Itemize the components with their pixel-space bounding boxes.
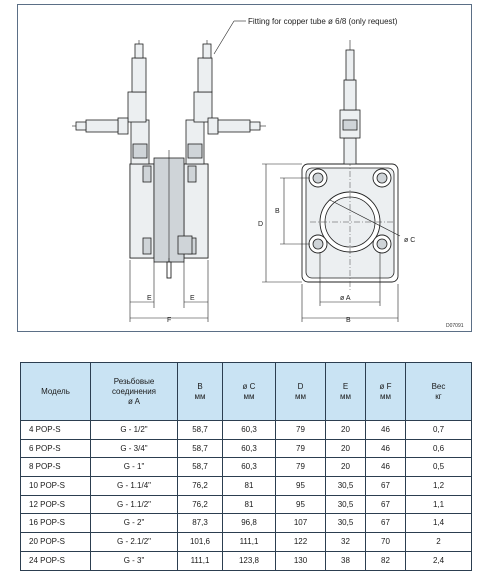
cell-f: 67 [366, 514, 406, 533]
cell-thread: G - 1" [91, 458, 178, 477]
dim-label-c: ø C [404, 237, 416, 244]
cell-model: 6 POP-S [21, 439, 91, 458]
cell-e: 30,5 [326, 477, 366, 496]
dim-label-f: F [167, 317, 172, 324]
cell-weight: 2 [406, 533, 472, 552]
cell-f: 82 [366, 551, 406, 570]
cell-c: 81 [223, 495, 276, 514]
header-b: B мм [178, 363, 223, 421]
cell-f: 67 [366, 495, 406, 514]
dim-label-e-right: E [190, 295, 195, 302]
header-thread: Резьбовые соединения ø A [91, 363, 178, 421]
dim-label-a: ø A [340, 295, 351, 302]
table-row [21, 458, 472, 477]
header-weight: Вес кг [406, 363, 472, 421]
header-f: ø F мм [366, 363, 406, 421]
specification-table [20, 362, 472, 571]
cell-f: 46 [366, 439, 406, 458]
cell-b: 58,7 [178, 439, 223, 458]
cell-d: 95 [276, 495, 326, 514]
cell-e: 32 [326, 533, 366, 552]
cell-thread: G - 3/4" [91, 439, 178, 458]
cell-thread: G - 2.1/2" [91, 533, 178, 552]
cell-thread: G - 2" [91, 514, 178, 533]
cell-b: 58,7 [178, 421, 223, 440]
cell-weight: 1,4 [406, 514, 472, 533]
table-row [21, 477, 472, 496]
cell-weight: 0,6 [406, 439, 472, 458]
table-row [21, 551, 472, 570]
cell-c: 81 [223, 477, 276, 496]
cell-c: 111,1 [223, 533, 276, 552]
cell-d: 79 [276, 421, 326, 440]
table-row [21, 439, 472, 458]
cell-model: 20 POP-S [21, 533, 91, 552]
cell-d: 79 [276, 458, 326, 477]
cell-thread: G - 1.1/4" [91, 477, 178, 496]
cell-model: 24 POP-S [21, 551, 91, 570]
cell-f: 46 [366, 458, 406, 477]
cell-weight: 0,5 [406, 458, 472, 477]
table-row [21, 514, 472, 533]
cell-f: 67 [366, 477, 406, 496]
header-d: D мм [276, 363, 326, 421]
cell-model: 10 POP-S [21, 477, 91, 496]
cell-weight: 2,4 [406, 551, 472, 570]
table-row [21, 533, 472, 552]
cell-c: 60,3 [223, 458, 276, 477]
cell-b: 101,6 [178, 533, 223, 552]
cell-e: 20 [326, 458, 366, 477]
cell-b: 76,2 [178, 477, 223, 496]
cell-b: 111,1 [178, 551, 223, 570]
header-e: E мм [326, 363, 366, 421]
dim-label-d: D [258, 221, 264, 228]
drawing-code: D07091 [446, 323, 464, 329]
header-model: Модель [21, 363, 91, 421]
cell-model: 8 POP-S [21, 458, 91, 477]
cell-d: 107 [276, 514, 326, 533]
cell-c: 123,8 [223, 551, 276, 570]
table-row [21, 421, 472, 440]
cell-c: 96,8 [223, 514, 276, 533]
cell-b: 87,3 [178, 514, 223, 533]
cell-d: 95 [276, 477, 326, 496]
cell-d: 130 [276, 551, 326, 570]
side-view [72, 40, 266, 278]
cell-f: 46 [366, 421, 406, 440]
cell-weight: 1,2 [406, 477, 472, 496]
cell-weight: 0,7 [406, 421, 472, 440]
dim-label-b-vertical: B [275, 208, 280, 215]
cell-model: 16 POP-S [21, 514, 91, 533]
cell-d: 122 [276, 533, 326, 552]
cell-c: 60,3 [223, 439, 276, 458]
cell-thread: G - 3" [91, 551, 178, 570]
cell-e: 38 [326, 551, 366, 570]
cell-thread: G - 1/2" [91, 421, 178, 440]
cell-e: 30,5 [326, 495, 366, 514]
table-row [21, 495, 472, 514]
cell-b: 58,7 [178, 458, 223, 477]
header-c: ø C мм [223, 363, 276, 421]
cell-e: 20 [326, 421, 366, 440]
cell-f: 70 [366, 533, 406, 552]
dim-label-b-horizontal: B [346, 317, 351, 324]
front-view [302, 40, 400, 290]
cell-e: 30,5 [326, 514, 366, 533]
cell-d: 79 [276, 439, 326, 458]
dim-label-e-left: E [147, 295, 152, 302]
cell-thread: G - 1.1/2" [91, 495, 178, 514]
cell-c: 60,3 [223, 421, 276, 440]
fitting-note: Fitting for copper tube ø 6/8 (only request) [248, 17, 398, 26]
cell-b: 76,2 [178, 495, 223, 514]
cell-weight: 1,1 [406, 495, 472, 514]
cell-model: 4 POP-S [21, 421, 91, 440]
cell-model: 12 POP-S [21, 495, 91, 514]
table-header-row [21, 363, 472, 421]
cell-e: 20 [326, 439, 366, 458]
